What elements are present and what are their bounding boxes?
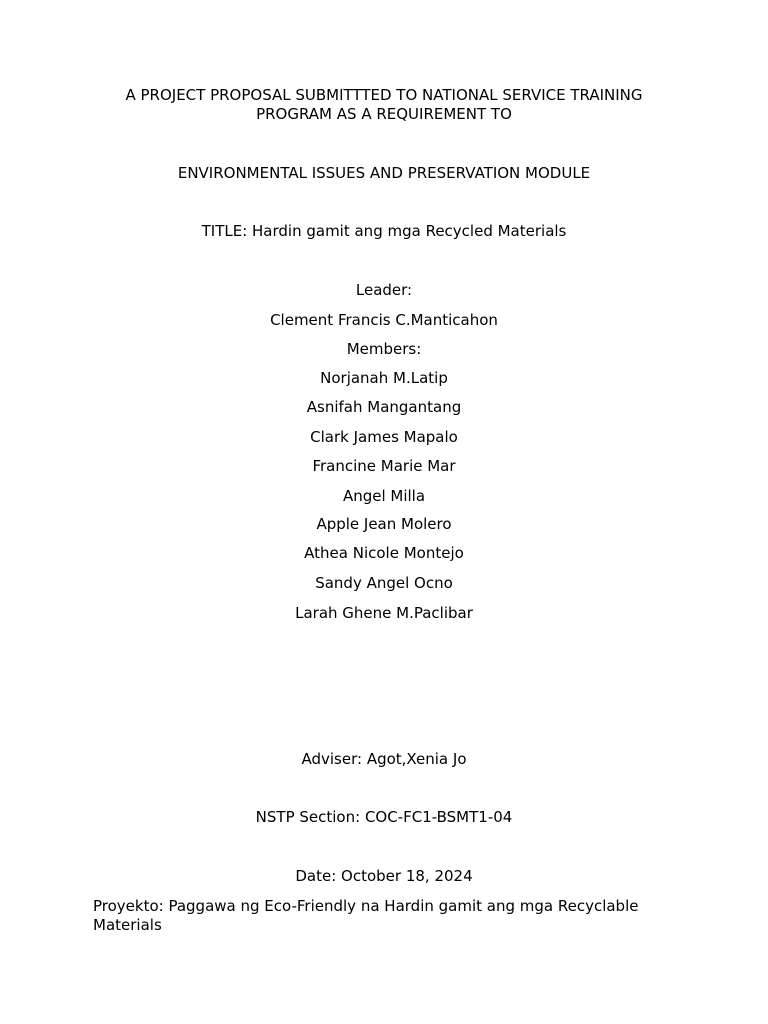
member-item: Athea Nicole Montejo bbox=[304, 544, 464, 562]
proposal-heading-line-1: A PROJECT PROPOSAL SUBMITTTED TO NATIONAL SERVICE TRAINING bbox=[125, 86, 643, 104]
member-item: Angel Milla bbox=[342, 487, 426, 505]
date-line: Date: October 18, 2024 bbox=[295, 867, 473, 885]
project-description: Proyekto: Paggawa ng Eco-Friendly na Hardin gamit ang mga Recyclable Materials bbox=[93, 897, 639, 934]
member-item: Larah Ghene M.Paclibar bbox=[295, 604, 473, 622]
leader-name: Clement Francis C.Manticahon bbox=[270, 311, 498, 329]
adviser-line: Adviser: Agot,Xenia Jo bbox=[301, 750, 467, 768]
member-item: Norjanah M.Latip bbox=[320, 369, 448, 387]
project-title: TITLE: Hardin gamit ang mga Recycled Materials bbox=[201, 222, 567, 240]
member-item: Asnifah Mangantang bbox=[306, 398, 462, 416]
proposal-heading-line-2: PROGRAM AS A REQUIREMENT TO bbox=[256, 105, 512, 123]
leader-label: Leader: bbox=[355, 281, 413, 299]
member-item: Apple Jean Molero bbox=[316, 515, 452, 533]
member-item: Sandy Angel Ocno bbox=[315, 574, 453, 592]
member-item: Francine Marie Mar bbox=[312, 457, 456, 475]
section-line: NSTP Section: COC-FC1-BSMT1-04 bbox=[255, 808, 513, 826]
members-label: Members: bbox=[346, 340, 422, 358]
proposal-heading bbox=[104, 86, 664, 124]
member-item: Clark James Mapalo bbox=[310, 428, 458, 446]
module-title: ENVIRONMENTAL ISSUES AND PRESERVATION MODULE bbox=[177, 164, 591, 182]
